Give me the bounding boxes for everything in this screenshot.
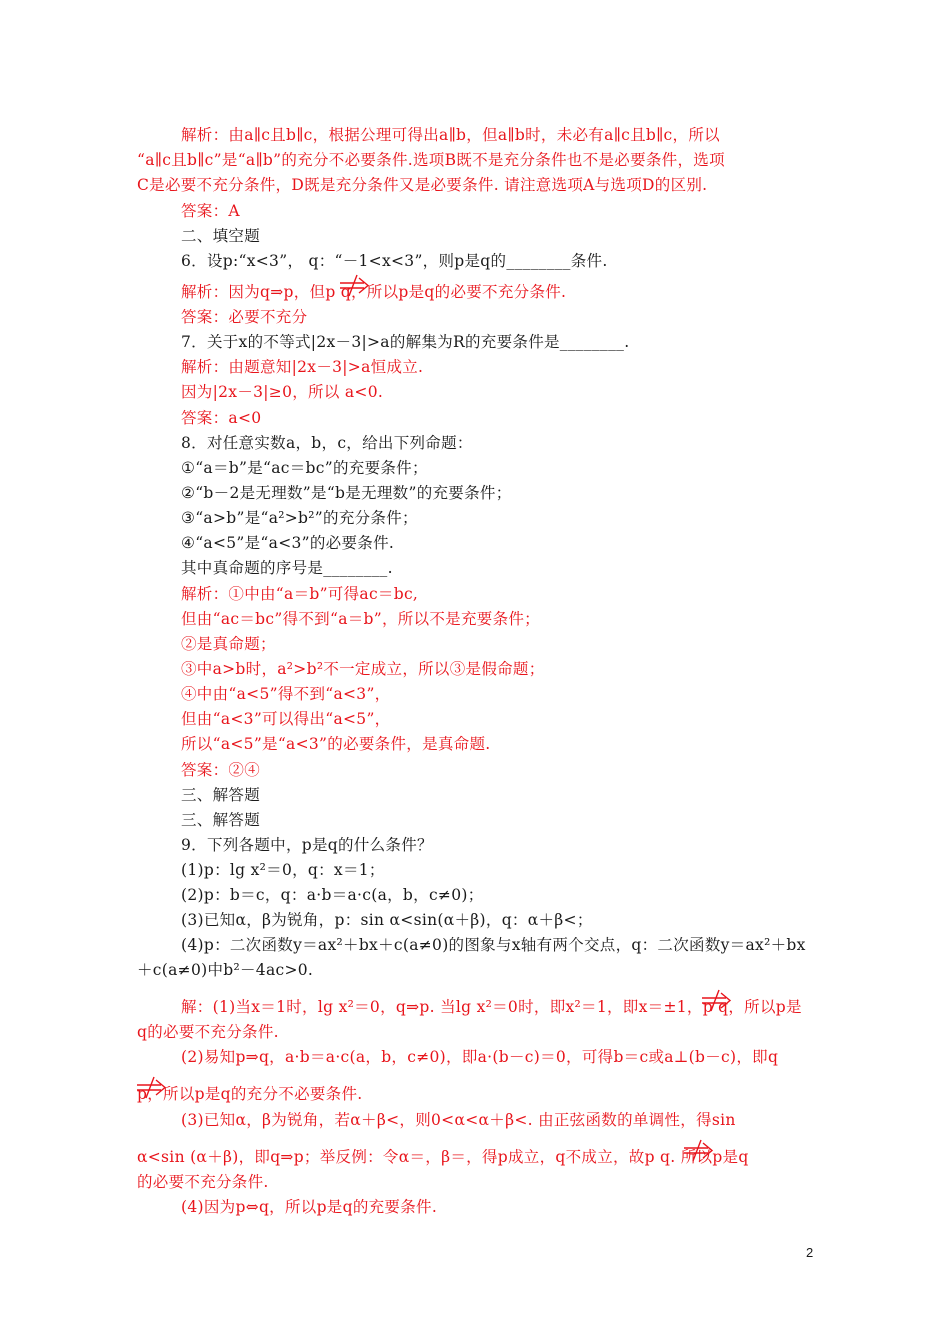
section-heading-fill-in: 二、填空题 [181, 227, 261, 245]
question-9-part-4-line-1: (4)p：二次函数y＝ax²＋bx＋c(a≠0)的图象与x轴有两个交点，q：二次函数y＝ax²＋bx [181, 936, 806, 954]
solution-9-part-3-line-2: α<sin (α＋β)，即q⇒p；举反例：令α＝，β＝，得p成立，q不成立，故p q. 所以p是q [137, 1148, 749, 1166]
analysis-q6: 解析：因为q⇒p，但p q，所以p是q的必要不充分条件. [181, 283, 567, 301]
question-8-item-4: ④“a<5”是“a<3”的必要条件. [181, 534, 395, 552]
question-7: 7．关于x的不等式|2x－3|>a的解集为R的充要条件是________. [181, 333, 630, 351]
question-9-part-1: (1)p：lg x²＝0，q：x＝1； [181, 861, 385, 879]
analysis-q8-line-2: 但由“ac＝bc”得不到“a＝b”，所以不是充要条件； [181, 610, 540, 628]
solution-9-part-3-line-3: 的必要不充分条件. [137, 1173, 269, 1191]
question-9-part-4-line-2: ＋c(a≠0)中b²－4ac>0. [137, 961, 314, 979]
question-9-part-3: (3)已知α，β为锐角，p：sin α<sin(α＋β)，q：α＋β<； [181, 911, 593, 929]
solution-9-part-2-line-1: (2)易知p⇒q，a·b＝a·c(a，b，c≠0)，即a·(b－c)＝0，可得b＝c或a⊥(b－c)，即q [181, 1048, 779, 1066]
section-heading-solve: 三、解答题 [181, 786, 261, 804]
page-number: 2 [806, 1245, 814, 1260]
answer-q7: 答案：a<0 [181, 409, 262, 427]
solution-9-part-1-line-1: 解：(1)当x＝1时，lg x²＝0，q⇒p. 当lg x²＝0时，即x²＝1，即x＝±1，p q，所以p是 [181, 998, 802, 1016]
analysis-q5-line-3: C是必要不充分条件，D既是充分条件又是必要条件. 请注意选项A与选项D的区别. [137, 176, 708, 194]
analysis-q8-line-5: ④中由“a<5”得不到“a<3”， [181, 685, 391, 703]
question-8-item-2: ②“b－2是无理数”是“b是无理数”的充要条件； [181, 484, 512, 502]
analysis-q5-line-2: “a∥c且b∥c”是“a∥b”的充分不必要条件.选项B既不是充分条件也不是必要条件，选项 [137, 151, 725, 169]
analysis-q8-line-7: 所以“a<5”是“a<3”的必要条件，是真命题. [181, 735, 491, 753]
question-6: 6．设p:“x<3”， q：“－1<x<3”，则p是q的________条件. [181, 252, 608, 270]
analysis-q8-line-3: ②是真命题； [181, 635, 276, 653]
question-9-part-2: (2)p：b＝c，q：a·b＝a·c(a，b，c≠0)； [181, 886, 484, 904]
analysis-q8-line-4: ③中a>b时，a²>b²不一定成立，所以③是假命题； [181, 660, 545, 678]
solution-9-part-4: (4)因为p⇔q，所以p是q的充要条件. [181, 1198, 438, 1216]
answer-q6: 答案：必要不充分 [181, 308, 308, 326]
analysis-q7-line-1: 解析：由题意知|2x－3|>a恒成立. [181, 358, 424, 376]
does-not-imply-arrow-icon [338, 272, 372, 300]
question-8-item-3: ③“a>b”是“a²>b²”的充分条件； [181, 509, 418, 527]
analysis-q5-line-1: 解析：由a∥c且b∥c，根据公理可得出a∥b，但a∥b时，未必有a∥c且b∥c，所以 [181, 126, 720, 144]
analysis-q7-line-2: 因为|2x－3|≥0，所以 a<0. [181, 383, 384, 401]
question-8: 8．对任意实数a，b，c，给出下列命题： [181, 434, 473, 452]
does-not-imply-arrow-icon [700, 987, 734, 1015]
analysis-q8-line-1: 解析：①中由“a＝b”可得ac＝bc, [181, 585, 419, 603]
question-9: 9．下列各题中，p是q的什么条件？ [181, 836, 433, 854]
solution-9-part-2-line-2: p，所以p是q的充分不必要条件. [137, 1085, 363, 1103]
answer-q8: 答案：②④ [181, 761, 261, 779]
solution-9-part-1-line-2: q的必要不充分条件. [137, 1023, 279, 1041]
section-heading-solve-repeat: 三、解答题 [181, 811, 261, 829]
does-not-imply-arrow-icon [682, 1137, 716, 1165]
answer-q5: 答案：A [181, 202, 240, 220]
question-8-item-1: ①“a＝b”是“ac＝bc”的充要条件； [181, 459, 428, 477]
analysis-q8-line-6: 但由“a<3”可以得出“a<5”， [181, 710, 391, 728]
question-8-prompt: 其中真命题的序号是________. [181, 559, 393, 577]
does-not-imply-arrow-icon [135, 1074, 169, 1102]
solution-9-part-3-line-1: (3)已知α，β为锐角，若α＋β<，则0<α<α＋β<. 由正弦函数的单调性，得sin [181, 1111, 736, 1129]
